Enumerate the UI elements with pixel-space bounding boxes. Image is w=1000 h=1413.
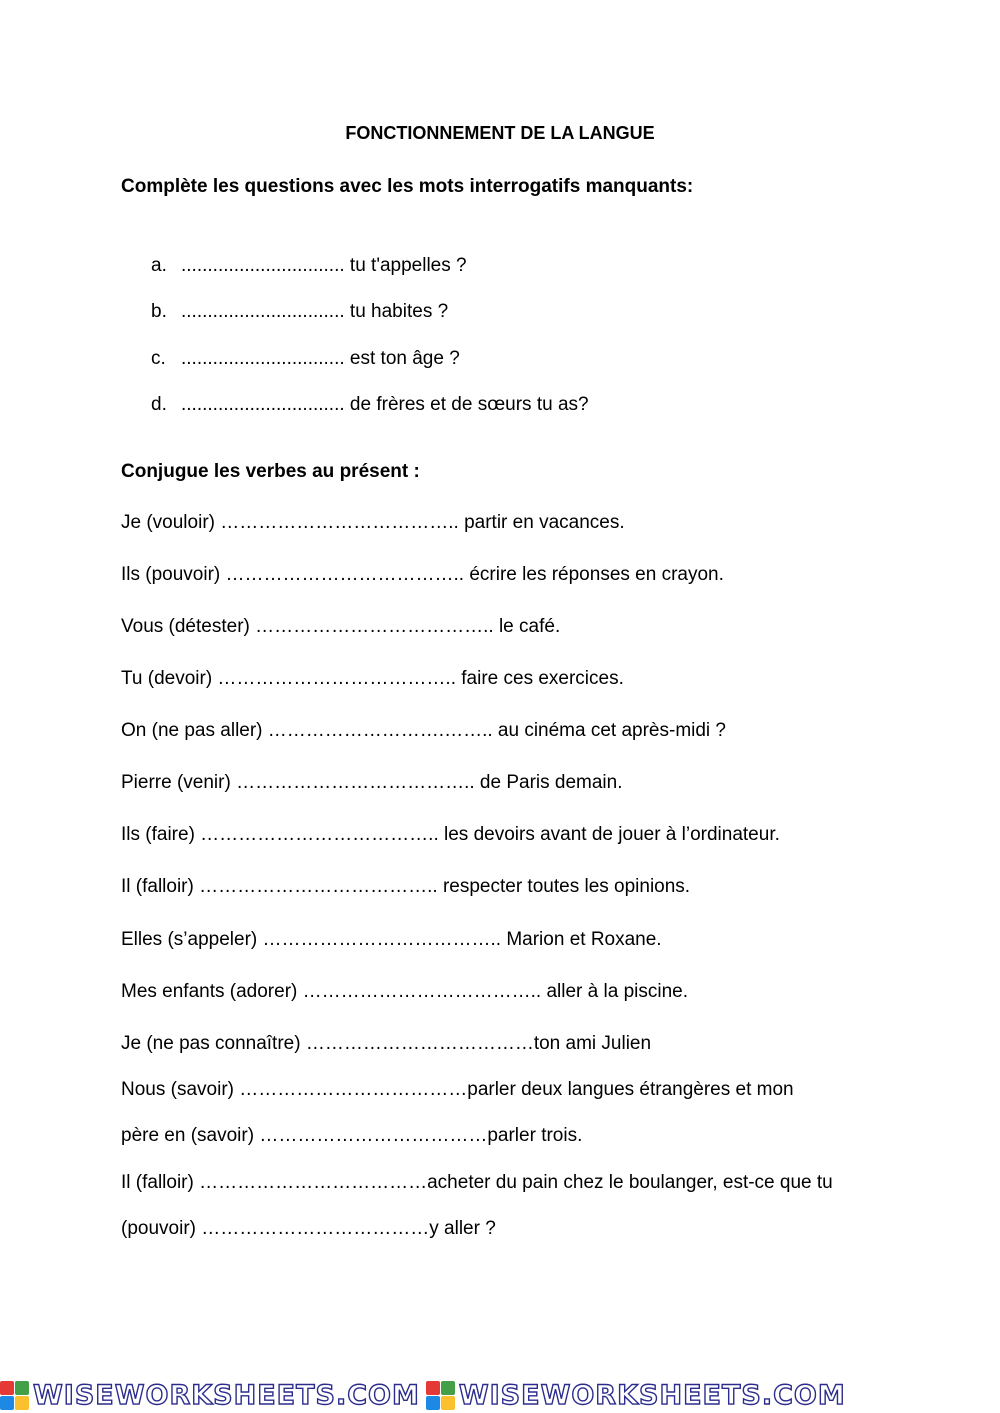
conjugation-line-12: Nous (savoir) ………………………………parler deux langues étrangères et mon	[121, 1079, 794, 1100]
question-letter: d.	[151, 394, 167, 415]
logo-square-red	[0, 1381, 14, 1395]
question-item-a	[151, 254, 467, 278]
question-text: ............................... est ton âge ?	[181, 348, 460, 369]
question-item-c	[151, 347, 460, 371]
section-heading-questions: Complète les questions avec les mots interrogatifs manquants:	[121, 176, 694, 197]
logo-squares-icon	[0, 1381, 29, 1410]
question-letter: c.	[151, 348, 166, 369]
conjugation-line-6: Pierre (venir) ……………………………….. de Paris demain.	[121, 772, 623, 793]
question-letter: b.	[151, 301, 167, 322]
brand-wordmark: WISEWORKSHEETS.COM	[458, 1379, 846, 1411]
question-letter: a.	[151, 255, 167, 276]
logo-square-red	[426, 1381, 440, 1395]
brand-logo-repeat	[426, 1381, 846, 1411]
question-text: ............................... de frères et de sœurs tu as?	[181, 394, 589, 415]
question-text: ............................... tu t'appelles ?	[181, 255, 467, 276]
question-item-b	[151, 300, 448, 324]
conjugation-line-4: Tu (devoir) ……………………………….. faire ces exercices.	[121, 668, 624, 689]
conjugation-line-14: Il (falloir) ………………………………acheter du pain chez le boulanger, est-ce que tu	[121, 1172, 833, 1193]
logo-square-green	[441, 1381, 455, 1395]
brand-logo	[0, 1381, 420, 1411]
conjugation-line-15: (pouvoir) ………………………………y aller ?	[121, 1218, 496, 1239]
conjugation-line-11: Je (ne pas connaître) ………………………………ton ami Julien	[121, 1033, 652, 1054]
logo-squares-icon	[426, 1381, 455, 1410]
logo-square-blue	[426, 1396, 440, 1410]
conjugation-line-8: Il (falloir) ……………………………….. respecter toutes les opinions.	[121, 876, 691, 897]
question-text: ............................... tu habites ?	[181, 301, 449, 322]
logo-square-blue	[0, 1396, 14, 1410]
conjugation-line-1: Je (vouloir) ……………………………….. partir en vacances.	[121, 512, 625, 533]
conjugation-line-2: Ils (pouvoir) ……………………………….. écrire les réponses en crayon.	[121, 564, 724, 585]
conjugation-line-10: Mes enfants (adorer) ……………………………….. aller à la piscine.	[121, 981, 688, 1002]
brand-wordmark: WISEWORKSHEETS.COM	[33, 1379, 420, 1411]
conjugation-line-13: père en (savoir) ………………………………parler trois.	[121, 1125, 583, 1146]
conjugation-line-9: Elles (s’appeler) ……………………………….. Marion et Roxane.	[121, 929, 662, 950]
conjugation-line-3: Vous (détester) ……………………………….. le café.	[121, 616, 561, 637]
footer-watermark	[0, 1378, 1000, 1413]
conjugation-line-5: On (ne pas aller) ……………………….…….. au cinéma cet après-midi ?	[121, 720, 727, 741]
section-heading-conjugation: Conjugue les verbes au présent :	[121, 461, 420, 482]
logo-square-green	[15, 1381, 29, 1395]
logo-square-yellow	[441, 1396, 455, 1410]
logo-square-yellow	[15, 1396, 29, 1410]
worksheet-title: FONCTIONNEMENT DE LA LANGUE	[345, 123, 655, 143]
conjugation-line-7: Ils (faire) ……………………………….. les devoirs avant de jouer à l’ordinateur.	[121, 824, 780, 845]
question-item-d	[151, 393, 589, 417]
